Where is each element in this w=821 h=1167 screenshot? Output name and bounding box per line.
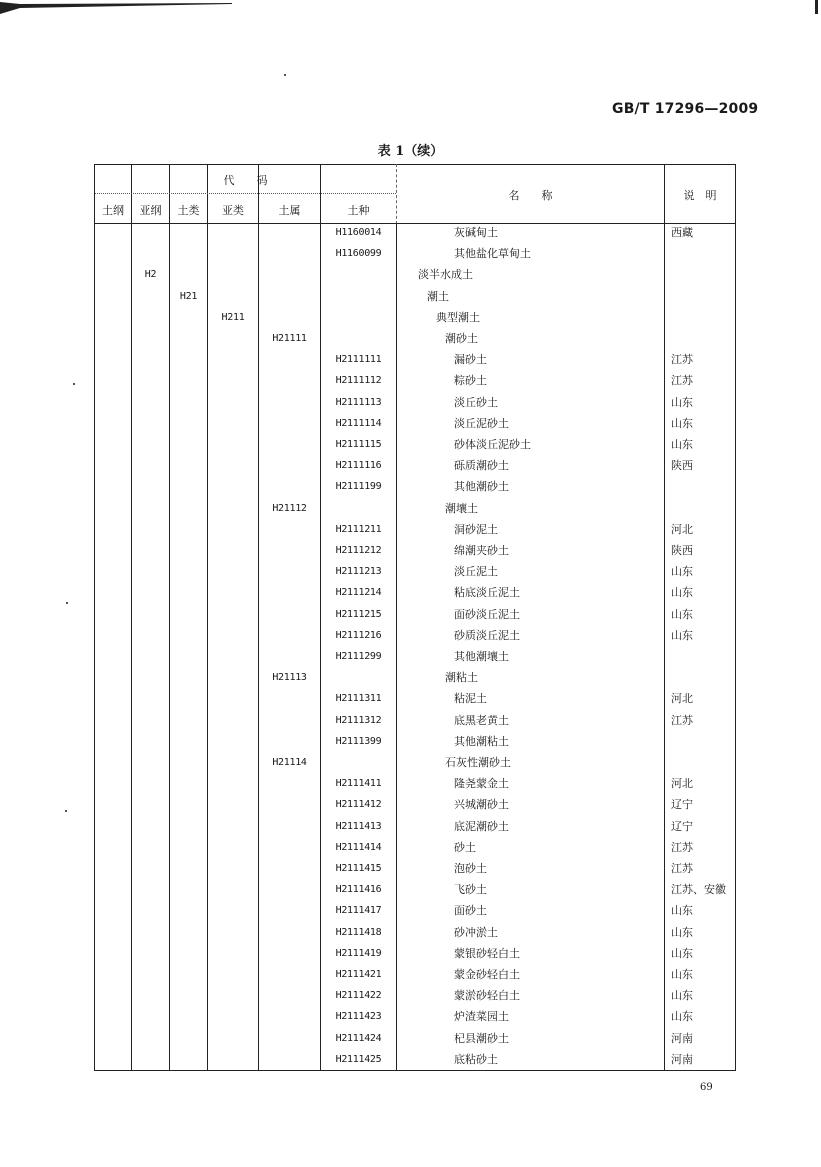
cell-tuzhong: H2111414 [335, 841, 382, 853]
scan-edge-mark-right [815, 0, 818, 14]
cell-note: 江苏 [671, 862, 693, 875]
cell-tuzhong: H2111215 [335, 608, 382, 620]
cell-name: 潮壤土 [445, 501, 478, 515]
cell-tuzhong: H1160014 [335, 227, 382, 238]
cell-name: 淡丘泥砂土 [454, 416, 509, 430]
cell-tuzhong: H2111416 [335, 884, 382, 896]
cell-tuzhong: H2111214 [335, 587, 382, 599]
cell-tuzhong: H2111415 [335, 863, 382, 874]
cell-note: 山东 [671, 1010, 693, 1024]
cell-note: 江苏 [671, 713, 693, 727]
cell-tuzhong: H1160099 [335, 248, 382, 260]
cell-tuzhong: H2111422 [335, 990, 382, 1002]
cell-name: 潮砂土 [445, 332, 478, 345]
header-name: 名 称 [508, 189, 553, 202]
cell-tuzhong: H2111412 [335, 799, 382, 811]
cell-note: 辽宁 [671, 819, 693, 833]
cell-tuzhong: H2111424 [335, 1032, 382, 1044]
cell-tuzhong: H2111425 [335, 1053, 382, 1065]
cell-tushu: H21111 [272, 333, 307, 344]
cell-name: 其他潮粘土 [454, 734, 509, 748]
scan-edge-mark [0, 0, 232, 14]
cell-name: 砂土 [454, 840, 476, 854]
cell-note: 河北 [671, 777, 693, 791]
cell-name: 砂质淡丘泥土 [454, 628, 520, 642]
scan-speck [73, 383, 75, 385]
cell-tuzhong: H2111311 [335, 693, 382, 705]
cell-note: 江苏 [671, 374, 693, 388]
cell-note: 山东 [671, 395, 693, 409]
cell-tuzhong: H2111113 [335, 396, 382, 408]
cell-name: 炉渣菜园土 [454, 1010, 509, 1024]
page-number: 69 [700, 1082, 713, 1093]
cell-note: 辽宁 [671, 798, 693, 812]
cell-note: 山东 [671, 925, 693, 939]
header-tushu: 土属 [278, 204, 301, 217]
cell-note: 江苏、安徽 [671, 883, 726, 897]
cell-name: 粘泥土 [454, 692, 487, 706]
cell-yalei: H211 [221, 311, 245, 323]
cell-tuzhong: H2111411 [335, 778, 382, 790]
header-divider [95, 193, 396, 194]
cell-tushu: H21112 [272, 502, 307, 514]
standard-number: GB/T 17296—2009 [612, 101, 759, 117]
cell-name: 蒙淤砂轻白土 [454, 989, 520, 1003]
cell-tuzhong: H2111211 [335, 523, 382, 535]
cell-name: 其他潮砂土 [454, 480, 509, 494]
cell-note: 山东 [671, 438, 693, 451]
cell-name: 典型潮土 [436, 310, 480, 324]
header-yalei: 亚类 [222, 204, 244, 217]
cell-tuzhong: H2111114 [335, 417, 382, 429]
header-yagang: 亚纲 [139, 204, 162, 217]
header-tugang: 土纲 [102, 204, 124, 217]
cell-note: 山东 [671, 968, 693, 981]
cell-tuzhong: H2111418 [335, 926, 382, 938]
cell-tuzhong: H2111212 [335, 545, 382, 556]
header-note: 说 明 [683, 189, 717, 202]
cell-name: 兴城潮砂土 [454, 798, 509, 812]
cell-name: 潮土 [427, 289, 449, 303]
cell-note: 山东 [671, 416, 693, 430]
cell-tushu: H21113 [272, 672, 307, 684]
col-divider [131, 164, 132, 1071]
cell-tuzhong: H2111116 [335, 460, 382, 472]
cell-note: 山东 [671, 565, 693, 579]
cell-tuzhong: H2111213 [335, 566, 382, 578]
cell-note: 陕西 [671, 544, 693, 557]
col-divider [207, 164, 208, 1071]
cell-name: 淡丘泥土 [454, 565, 498, 579]
cell-note: 山东 [671, 946, 693, 960]
cell-name: 粘底淡丘泥土 [454, 586, 520, 600]
cell-note: 河南 [671, 1031, 693, 1045]
cell-name: 淡丘砂土 [454, 395, 498, 409]
header-divider [95, 223, 735, 224]
cell-tuzhong: H2111299 [335, 651, 382, 662]
cell-tuzhong: H2111199 [335, 481, 382, 493]
cell-name: 灰碱甸土 [454, 226, 498, 239]
col-divider [258, 164, 259, 1071]
header-code: 代 码 [223, 174, 268, 187]
cell-note: 山东 [671, 607, 693, 621]
cell-tuzhong: H2111115 [335, 439, 382, 450]
header-tulei: 土类 [177, 204, 200, 217]
cell-name: 绵潮夹砂土 [454, 544, 509, 557]
cell-tuzhong: H2111112 [335, 375, 382, 387]
cell-name: 其他潮壤土 [454, 650, 509, 663]
table-title: 表 1（续） [377, 144, 444, 159]
cell-note: 山东 [671, 586, 693, 600]
cell-tuzhong: H2111417 [335, 905, 382, 917]
cell-tushu: H21114 [272, 757, 307, 768]
col-divider [396, 224, 397, 1071]
cell-name: 潮粘土 [445, 671, 478, 685]
cell-name: 淡半水成土 [418, 268, 473, 282]
scan-speck [65, 810, 67, 812]
header-tuzhong: 土种 [347, 204, 370, 217]
cell-note: 江苏 [671, 840, 693, 854]
cell-name: 隆尧蒙金土 [454, 777, 509, 791]
cell-tuzhong: H2111399 [335, 735, 382, 747]
cell-name: 蒙金砂轻白土 [454, 968, 520, 981]
cell-name: 砾质潮砂土 [454, 459, 509, 473]
cell-note: 河南 [671, 1052, 693, 1066]
cell-name: 杞县潮砂土 [454, 1031, 509, 1045]
cell-name: 漏砂土 [454, 353, 487, 367]
cell-note: 河北 [671, 692, 693, 706]
cell-note: 山东 [671, 904, 693, 918]
cell-name: 底黑老黄土 [454, 713, 509, 727]
cell-name: 泡砂土 [454, 862, 487, 875]
cell-name: 粽砂土 [454, 374, 487, 388]
col-divider [664, 164, 665, 1071]
cell-name: 面砂土 [454, 904, 487, 918]
cell-name: 其他盐化草甸土 [454, 247, 531, 261]
cell-name: 石灰性潮砂土 [445, 756, 511, 769]
cell-name: 洞砂泥土 [454, 522, 498, 536]
cell-note: 河北 [671, 522, 693, 536]
cell-tulei: H21 [179, 290, 198, 302]
cell-tuzhong: H2111111 [335, 354, 382, 366]
cell-name: 蒙银砂轻白土 [454, 946, 520, 960]
cell-name: 砂体淡丘泥砂土 [454, 438, 531, 451]
cell-tuzhong: H2111216 [335, 629, 382, 641]
cell-note: 西藏 [671, 226, 693, 239]
cell-note: 山东 [671, 628, 693, 642]
cell-name: 飞砂土 [454, 883, 487, 897]
cell-name: 底粘砂土 [454, 1052, 498, 1066]
scan-speck [66, 602, 68, 604]
scan-speck [284, 74, 286, 76]
cell-yagang: H2 [144, 269, 157, 281]
cell-note: 江苏 [671, 353, 693, 367]
cell-name: 底泥潮砂土 [454, 819, 509, 833]
cell-tuzhong: H2111421 [335, 969, 382, 980]
cell-note: 陕西 [671, 459, 693, 473]
cell-name: 面砂淡丘泥土 [454, 607, 520, 621]
cell-tuzhong: H2111423 [335, 1011, 382, 1023]
cell-tuzhong: H2111413 [335, 820, 382, 832]
cell-note: 山东 [671, 989, 693, 1003]
cell-tuzhong: H2111419 [335, 947, 382, 959]
cell-tuzhong: H2111312 [335, 714, 382, 726]
cell-name: 砂冲淤土 [454, 925, 498, 939]
